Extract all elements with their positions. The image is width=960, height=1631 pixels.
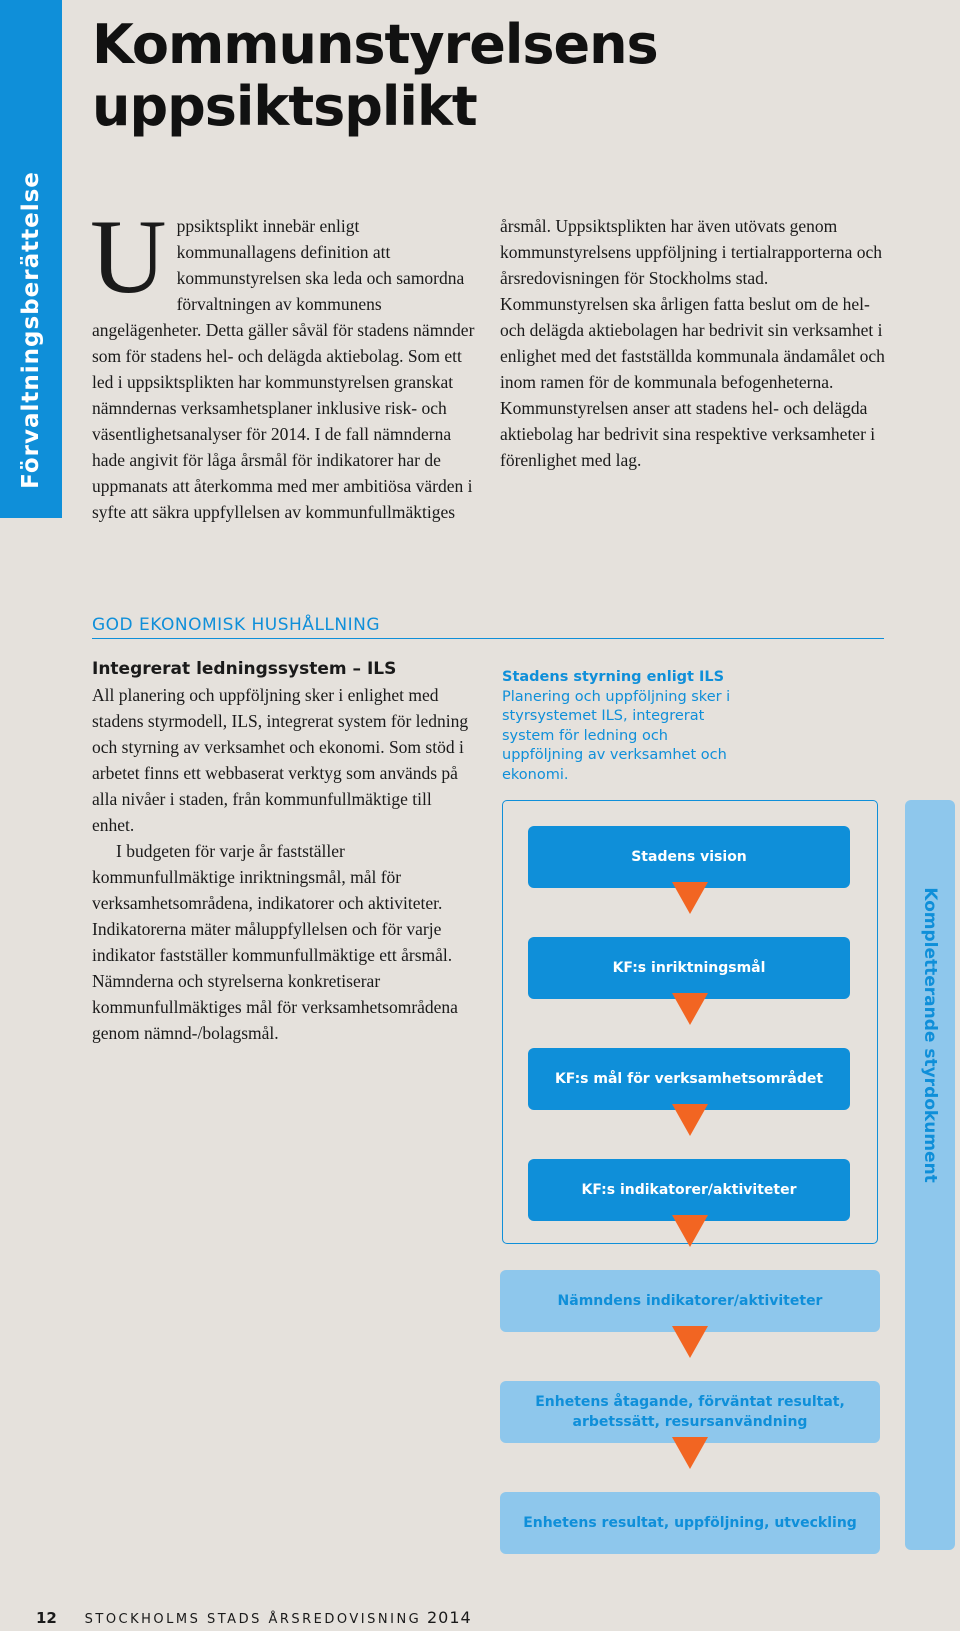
- flow-arrow: [672, 1215, 708, 1247]
- flow-arrow: [672, 1104, 708, 1136]
- flow-box-kf-indikatorer: KF:s indikatorer/aktiviteter: [528, 1159, 850, 1221]
- intro-column-right: [500, 213, 885, 473]
- page-title: Kommunstyrelsens uppsiktsplikt: [92, 13, 658, 138]
- intro-column-left: [90, 198, 477, 525]
- flow-arrow: [672, 993, 708, 1025]
- drop-cap: U: [90, 198, 167, 315]
- flow-box-enhetens-atagande: Enhetens åtagande, förväntat resultat, arbetssätt, resursanvändning: [500, 1381, 880, 1443]
- section-paragraph-1: All planering och uppföljning sker i enlighet med stadens styrmodell, ILS, integrerat system för ledning och styrning av verksamhet och ekonomi. Som stöd i arbetet finns ett webbaserat verktyg som används på alla nivåer i staden, från kommunfullmäktige till enhet.: [92, 685, 469, 835]
- section-heading: GOD EKONOMISK HUSHÅLLNING: [92, 615, 884, 639]
- diagram-caption-text: Planering och uppföljning sker i styrsystemet ILS, integrerat system för ledning och uppföljning av verksamhet och ekonomi.: [502, 688, 731, 783]
- intro-text-left: ppsiktsplikt innebär enligt kommunallagens definition att kommunstyrelsen ska leda och samordna förvaltningen av kommunens angelägenheter. Detta gäller såväl för stadens nämnder som för stadens hel- och delägda aktiebolag. Som ett led i uppsiktsplikten har kommunstyrelsen granskat nämndernas verksamhetsplaner inklusive risk- och väsentlighetsanalyser för 2014. I de fall nämnderna hade angivit för låga årsmål för indikatorer har de uppmanats att återkomma med mer ambitiösa värden i syfte att säkra uppfyllelsen av kommunfullmäktiges: [92, 216, 475, 522]
- publication-name: STOCKHOLMS STADS ÅRSREDOVISNING: [84, 1612, 422, 1627]
- flow-box-verksamhetsmal: KF:s mål för verksamhetsområdet: [528, 1048, 850, 1110]
- flow-box-enhetens-resultat: Enhetens resultat, uppföljning, utveckling: [500, 1492, 880, 1554]
- publication-year: 2014: [427, 1608, 472, 1627]
- flow-box-vision: Stadens vision: [528, 826, 850, 888]
- page-number: 12: [36, 1609, 57, 1627]
- diagram-caption: [502, 668, 752, 785]
- section-tab-label: Förvaltningsberättelse: [18, 171, 44, 489]
- section-paragraph-2: I budgeten för varje år fastställer kommunfullmäktige inriktningsmål, mål för verksamhetsområdena, indikatorer och aktiviteter. Indikatorerna mäter måluppfyllelsen och för varje indikator fastställer kommunfullmäktige ett årsmål. Nämnderna och styrelserna konkretiserar kommunfullmäktiges mål för verksamhetsområdena genom nämnd-/bolagsmål.: [92, 841, 458, 1043]
- page-footer: [36, 1608, 472, 1628]
- section-tab: [0, 0, 62, 518]
- flow-box-namnd-indikatorer: Nämndens indikatorer/aktiviteter: [500, 1270, 880, 1332]
- diagram-caption-title: Stadens styrning enligt ILS: [502, 669, 725, 685]
- flow-arrow: [672, 1326, 708, 1358]
- intro-text-right: årsmål. Uppsiktsplikten har även utövats genom kommunstyrelsens uppföljning i tertialrapporterna och årsredovisningen för Stockholms stad. Kommunstyrelsen ska årligen fatta beslut om de hel- och delägda aktiebolagen har bedrivit sin verksamhet i enlighet med det fastställda kommunala ändamålet och inom ramen för de kommunala befogenheterna. Kommunstyrelsen anser att stadens hel- och delägda aktiebolag har bedrivit sina respektive verksamheter i förenlighet med lag.: [500, 216, 885, 470]
- section-subheading: Integrerat ledningssystem – ILS: [92, 659, 397, 679]
- section-body: [92, 658, 472, 1046]
- flow-arrow: [672, 882, 708, 914]
- complementary-docs-label: Kompletterande styrdokument: [920, 887, 940, 1183]
- flow-arrow: [672, 1437, 708, 1469]
- flow-box-inriktningsmal: KF:s inriktningsmål: [528, 937, 850, 999]
- complementary-docs-bar: [905, 800, 955, 1550]
